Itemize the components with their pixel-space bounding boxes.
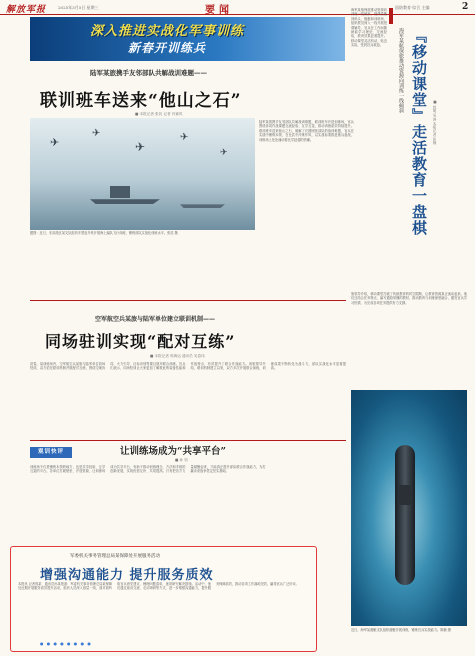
story2-kicker: 空军航空兵某旅与陆军单位建立联训机制—— (95, 316, 216, 323)
submarine-hull (395, 445, 415, 585)
banner-subheadline: 新春开训练兵 (128, 41, 207, 55)
helicopter-icon: ✈ (50, 136, 60, 149)
story2-headline[interactable]: 同场驻训实现“配对互练” (45, 332, 236, 351)
helicopter-icon: ✈ (220, 148, 228, 158)
edition-info: 国防教育·综合 主编 (395, 5, 430, 10)
story1-headline[interactable]: 联训班车送来“他山之石” (40, 91, 242, 111)
helicopter-icon: ✈ (92, 128, 101, 139)
story1-photo-caption: 题图：近日，东部战区某支队组织多型直升机开展海上编队飞行训练，锤炼部队实战化训练水平。张浩 摄 (30, 231, 178, 235)
submarine-tower (399, 485, 411, 505)
banner-headline: 深入推进实战化军事训练 (90, 24, 245, 39)
page-number: 2 (462, 2, 469, 12)
commentary-tag: 观训快评 (30, 447, 72, 458)
story5-headline[interactable]: 『移动课堂』走活教育一盘棋 (410, 28, 428, 236)
story5-body: 旅领导介绍，移动课堂打破了传统教育的时空限制，让教育资源真正流动起来。他们还结合任务特点，编写通俗易懂的教材，推动教育与训练深度融合，激发官兵学习热情，为完成各项任务提供有力支撑。 (351, 292, 467, 305)
issue-date: 2025年3月5日 星期三 (58, 5, 99, 10)
story2-body: 初春，某训练场内，空军航空兵某旅与陆军单位同场驻训，双方依托联训机制开展配对互练，围绕空地协同、火力引导、目标识别等课目展开联合训练。官兵们表示，同场驻训让大家更加了解彼此的装备性能和作战特点，有效提升了联合作战能力。该旅领导介绍，联训机制建立以来，双方多次开展联合演练，训练成果不断转化为战斗力，部队实战化水平显著提高。 (30, 362, 346, 371)
story5-photo-caption: 近日，海军某潜艇支队组织潜艇开展训练，锤炼官兵实战能力。陈楠 摄 (351, 628, 451, 632)
story3-body: 训练场不仅是锤炼本领的地方，也是共享经验、互学互鉴的平台。各单位打破壁垒、开放资源，让训练场成为共享平台，有助于推动训练理念、方法和手段的创新发展，实现优势互补、共同提高。只有把各方力量凝聚起来，才能真正提升部队联合作战能力，为打赢未来战争奠定坚实基础。 (30, 465, 266, 474)
warship-shape (180, 202, 225, 208)
color-dots-decoration: ● ● ● ● ● ● ● ● (40, 641, 92, 646)
newspaper-logo: 解放军报 (6, 5, 47, 15)
story1-body: 陆军某旅携手友邻部队共解战训难题，联训班车开进训练场，官兵围绕协同作战课题交流经验、互学互鉴，推动训练质效持续提升。联训班车送来他山之石，破解了长期困扰部队的战训难题，官兵在实践中锤炼本领，在比武中淬炼作风，以实战标准推进练兵备战，训练场上处处涌动着比学赶超的热潮。 (259, 120, 354, 142)
story1-kicker: 陆军某旅携手友邻部队共解战训难题—— (90, 69, 207, 77)
section-divider (30, 440, 346, 441)
story4-body: 本报讯 记者郭某、通讯员孙某报道：军委机关事务管理总局某保障处近期开展服务质效提升活动，组织人员深入基层一线，面对面听取官兵意见建议，梳理问题清单，逐项研究解决措施。活动中，他们通过座谈交流、走访调研等方式，进一步增强沟通能力，提升服务保障质效，推动各项工作落地见效，赢得官兵广泛好评。 (18, 582, 299, 591)
story4-kicker: 军委机关事务管理总局某保障处开展服务活动 (70, 554, 160, 559)
story2-byline: ■ 本报记者 郭海运 通讯员 吴春伟 (150, 354, 205, 358)
accent-bar (389, 8, 393, 24)
helicopter-formation-photo[interactable] (30, 118, 255, 230)
helicopter-icon: ✈ (135, 140, 146, 154)
story1-byline: ■ 本报记者 张钊 记者 肖赛风 (135, 112, 183, 116)
story4-headline[interactable]: 增强沟通能力 提升服务质效 (40, 568, 214, 583)
section-title: 要闻 (205, 5, 233, 16)
story3-headline[interactable]: 让训练场成为“共享平台” (120, 446, 226, 457)
story5-body-top: 海军某航保旅推动资源向训练一线倾斜，把课堂搬到码头、舰艇和训练场，组织教员深入一线开展授课辅导，官兵在工作间隙就能学习理论、交流经验，教育效果显著提升。移动课堂灵活机动，贴近实际，受到官兵欢迎。 (351, 8, 387, 48)
warship-superstructure (110, 186, 130, 198)
story3-byline: ■ 孙 钧 (175, 458, 188, 462)
helicopter-icon: ✈ (180, 132, 189, 143)
section-divider (30, 300, 346, 301)
story5-kicker: 海军某航保旅推动资源向训练一线倾斜 (398, 28, 404, 113)
story5-byline: ■ 郭明 吴涛 本报记者 张楠 (433, 100, 437, 145)
